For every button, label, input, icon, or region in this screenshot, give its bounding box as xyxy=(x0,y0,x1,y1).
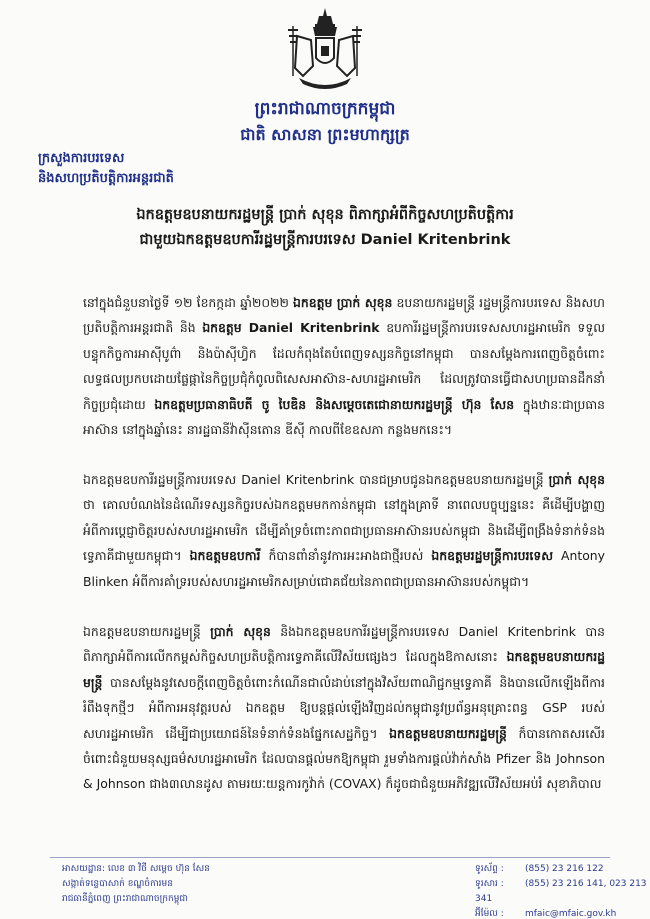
paragraph-3: ឯកឧត្តមឧបនាយករដ្ឋមន្ត្រី ប្រាក់ សុខុន និងឯកឧត្តមឧបការីរដ្ឋមន្ត្រីការបរទេស Daniel Kritenbrink បានពិភាក្សាអំពីការលើកកម្ពស់កិច្ចសហប្រតិបត្តិការទ្វេភាគីលើវិស័យផ្សេងៗ ដែលក្នុងឱកាសនោះ ឯកឧត្តមឧបនាយករដ្ឋមន្ត្រី បានសម្តែងនូវសេចក្តីពេញចិត្តចំពោះកំណើនជាលំដាប់នៅក្នុងវិស័យពាណិជ្ជកម្មទ្វេភាគី និងបានលើកឡើងពីការរំពឹងទុកថ្មីៗ អំពីការអនុវត្តរបស់ ឯកឧត្តម ឱ្យបន្តផ្តល់ឡើងវិញដល់កម្ពុជានូវប្រព័ន្ធអនុគ្រោះពន្ធ GSP របស់សហរដ្ឋអាមេរិក ដើម្បីជាប្រយោជន៍នៃទំនាក់ទំនងផ្នែកសេដ្ឋកិច្ច។ ឯកឧត្តមឧបនាយករដ្ឋមន្ត្រី ក៏បានកោតសរសើរចំពោះជំនួយមនុស្សធម៌សហរដ្ឋអាមេរិក ដែលបានផ្តល់មកឱ្យកម្ពុជា រួមទាំងការផ្តល់វ៉ាក់សាំង Pfizer និង Johnson & Johnson ជាង៣លានដូស តាមរយៈយន្តការកូវ៉ាក់ (COVAX) ក៏ដូចជាជំនួយអភិវឌ្ឍលើវិស័យអប់រំ សុខាភិបាល xyxy=(83,624,605,792)
address-line: សង្កាត់ទន្លេបាសាក់ ខណ្ឌចំការមន xyxy=(62,879,173,889)
email-label: អ៊ីម៉ែល : xyxy=(475,909,504,919)
kingdom-name: ព្រះរាជាណាចក្រកម្ពុជា xyxy=(254,99,396,119)
email-value[interactable]: mfaic@mfaic.gov.kh xyxy=(525,909,617,919)
phone-label: ទូរស័ព្ទ : xyxy=(475,864,504,874)
address-line: អាសយដ្ឋាន: លេខ ៣ វិថី សម្តេច ហ៊ុន សែន xyxy=(62,864,210,874)
footer-divider xyxy=(50,857,610,858)
fax-value: (855) 23 216 141, 023 213 341 xyxy=(475,879,647,904)
email-row xyxy=(475,907,650,919)
press-release-subtitle: ជាមួយឯកឧត្តមឧបការីរដ្ឋមន្ត្រីការបរទេស Daniel Kritenbrink xyxy=(139,232,511,248)
press-release-title: ឯកឧត្តមឧបនាយករដ្ឋមន្ត្រី ប្រាក់ សុខុន ពិភាក្សាអំពីកិច្ចសហប្រតិបត្តិការ xyxy=(136,207,514,223)
footer-address xyxy=(62,862,210,907)
ministry-name: ក្រសួងការបរទេស xyxy=(38,151,125,166)
paragraph-2: ឯកឧត្តមឧបការីរដ្ឋមន្ត្រីការបរទេស Daniel Kritenbrink បានជម្រាបជូនឯកឧត្តមឧបនាយករដ្ឋមន្ត្រី ប្រាក់ សុខុន ថា គោលបំណងនៃដំណើរទស្សនកិច្ចរបស់ឯកឧត្តមមកកាន់កម្ពុជា នៅក្នុងគ្រាទី នាពេលបច្ចុប្បន្ននេះ គឺដើម្បីបង្ហាញអំពីការប្តេជ្ញាចិត្តរបស់សហរដ្ឋអាមេរិក ដើម្បីគាំទ្រចំពោះភាពជាប្រធានអាស៊ានរបស់កម្ពុជា និងដើម្បីពង្រឹងទំនាក់ទំនងទ្វេភាគីជាមួយកម្ពុជា។ ឯកឧត្តមឧបការី ក៏បានពាំនាំនូវការអះអាងជាថ្មីរបស់ ឯកឧត្តមរដ្ឋមន្ត្រីការបរទេស Antony Blinken អំពីការគាំទ្ររបស់សហរដ្ឋអាមេរិកសម្រាប់ជោគជ័យនៃភាពជាប្រធានអាស៊ានរបស់កម្ពុជា។ xyxy=(83,472,605,589)
phone-value: (855) 23 216 122 xyxy=(525,864,604,874)
royal-arms-emblem-icon xyxy=(285,6,365,92)
ministry-subtitle: និងសហប្រតិបត្តិការអន្តរជាតិ xyxy=(38,171,174,186)
fax-row xyxy=(475,877,650,907)
phone-row xyxy=(475,862,650,877)
fax-label: ទូរសារ : xyxy=(475,879,504,889)
footer-contacts xyxy=(475,862,650,919)
address-line: រាជធានីភ្នំពេញ ព្រះរាជាណាចក្រកម្ពុជា xyxy=(62,894,188,904)
paragraph-1: នៅក្នុងជំនួបនាថ្ងៃទី ១២ ខែកក្កដា ឆ្នាំ២០២២ ឯកឧត្តម ប្រាក់ សុខុន ឧបនាយករដ្ឋមន្ត្រី រដ្ឋមន្ត្រីការបរទេស និងសហប្រតិបត្តិការអន្តរជាតិ និង ឯកឧត្តម Daniel Kritenbrink ឧបការីរដ្ឋមន្ត្រីការបរទេសសហរដ្ឋអាមេរិក ទទួលបន្ទុកកិច្ចការអាស៊ីបូព៌ា និងប៉ាស៊ីហ្វិក ដែលកំពុងតែបំពេញទស្សនកិច្ចនៅកម្ពុជា បានសម្តែងការពេញចិត្តចំពោះលទ្ធផលប្រកបដោយផ្លែផ្កានៃកិច្ចប្រជុំកំពូលពិសេសអាស៊ាន-សហរដ្ឋអាមេរិក ដែលត្រូវបានធ្វើជាសហប្រធានដឹកនាំកិច្ចប្រជុំដោយ ឯកឧត្តមប្រធានាធិបតី ចូ បៃឌិន និងសម្តេចតេជោនាយករដ្ឋមន្ត្រី ហ៊ុន សែន ក្នុងឋានៈជាប្រធានអាស៊ាន នៅក្នុងឆ្នាំនេះ នារដ្ឋធានីវ៉ាស៊ីនតោន ឌីស៊ី កាលពីខែឧសភា កន្លងមកនេះ។ xyxy=(83,295,605,438)
national-motto: ជាតិ សាសនា ព្រះមហាក្សត្រ xyxy=(240,125,410,144)
